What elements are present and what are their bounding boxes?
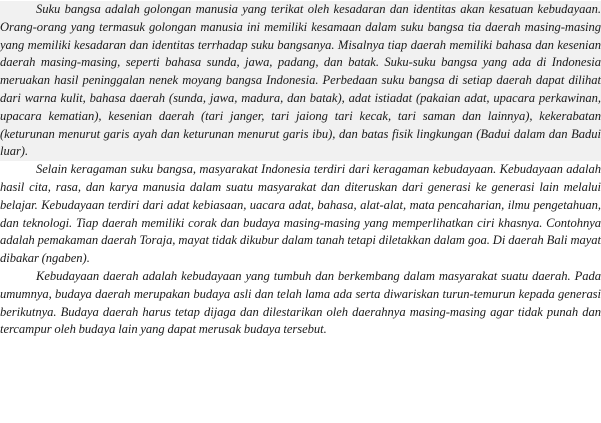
paragraph-keragaman-kebudayaan: Selain keragaman suku bangsa, masyarakat Indonesia terdiri dari keragaman kebudayaan. Kebudayaan adalah hasil cita, rasa, dan karya manusia dalam suatu masyarakat dan diteruskan dari generasi ke generasi lain melalui belajar. Kebudayaan terdiri dari adat kebiasaan, uacara adat, bahasa, alat-alat, mata pencaharian, ilmu pengetahuan, dan teknologi. Tiap daerah memiliki corak dan budaya masing-masing yang memperlihatkan ciri khasnya. Contohnya adalah pemakaman daerah Toraja, mayat tidak dikubur dalam tanah tetapi diletakkan dalam goa. Di daerah Bali mayat dibakar (ngaben).	[0, 162, 601, 266]
paragraph-kebudayaan-daerah: Kebudayaan daerah adalah kebudayaan yang tumbuh dan berkembang dalam masyarakat suatu daerah. Pada umumnya, budaya daerah merupakan budaya asli dan telah lama ada serta diwariskan turun-temurun kepada generasi berikutnya. Budaya daerah harus tetap dijaga dan dilestarikan oleh daerahnya masing-masing agar tidak punah dan tercampur oleh budaya lain yang dapat merusak budaya tersebut.	[0, 268, 601, 337]
paragraph-suku-bangsa: Suku bangsa adalah golongan manusia yang terikat oleh kesadaran dan identitas akan kesatuan kebudayaan. Orang-orang yang termasuk golongan manusia ini memiliki kesamaan dalam suku bangsa tia daerah masing-masing yang memiliki kesadaran dan identitas terrhadap suku bangsanya. Misalnya tiap daerah memiliki bahasa dan kesenian daerah masing-masing, seperti bahasa sunda, jawa, padang, dan batak. Suku-suku bangsa yang ada di Indonesia meruakan hasil peninggalan nenek moyang bangsa Indonesia. Perbedaan suku bangsa di setiap daerah dapat dilihat dari warna kulit, bahasa daerah (sunda, jawa, madura, dan batak), adat istiadat (pakaian adat, upacara perkawinan, upacara kematian), kesenian daerah (tari janger, tari jaiong tari kecak, tari saman dan lainnya), kekerabatan (keturunan menurut garis ayah dan keturunan menurut garis ibu), dan batas fisik lingkungan (Badui dalam dan Badui luar).	[0, 2, 601, 159]
highlighted-section	[0, 1, 601, 161]
